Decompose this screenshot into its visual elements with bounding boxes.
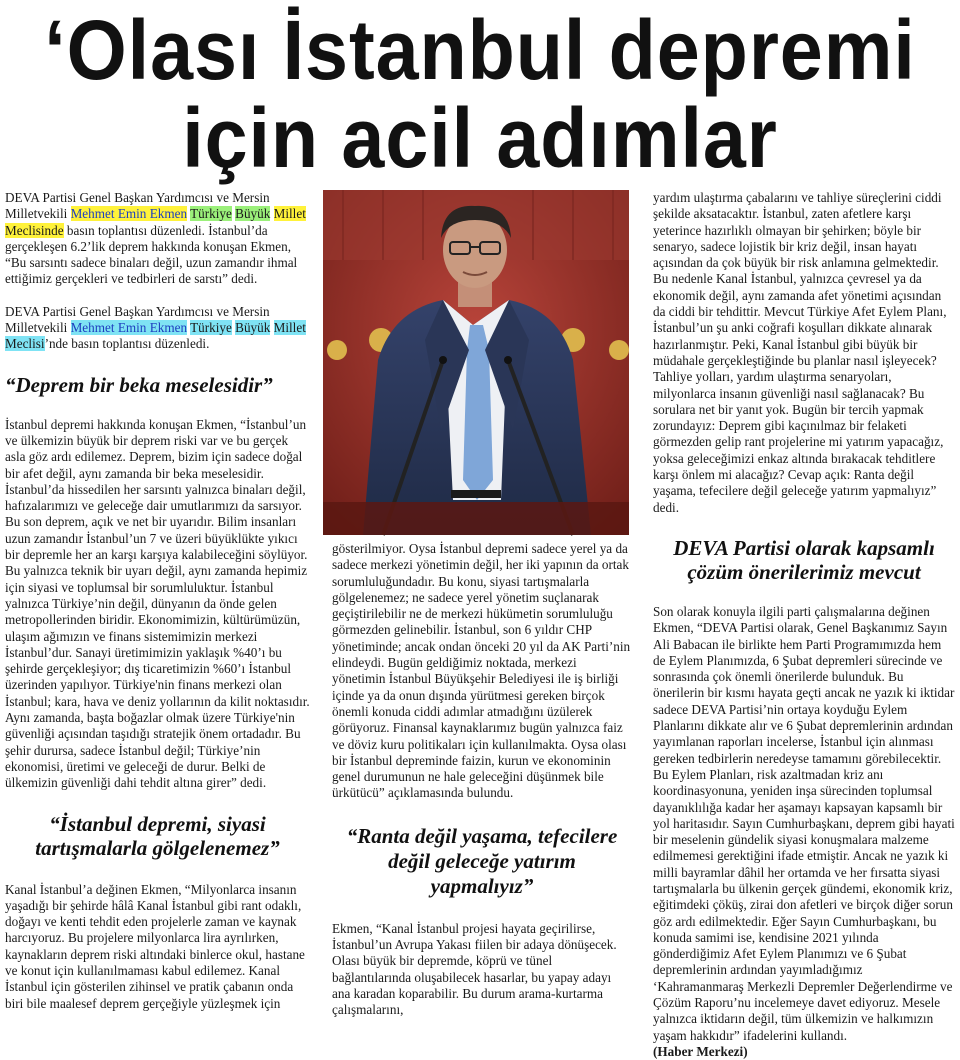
credit-line: (Haber Merkezi)	[653, 1043, 748, 1059]
subheading-deva: DEVA Partisi olarak kapsamlı çözüm önerilerimiz mevcut	[673, 535, 935, 584]
body-paragraph: Son olarak konuyla ilgili parti çalışmalarına değinen Ekmen, “DEVA Partisi olarak, Genel Başkanımız Sayın Ali Babacan ile birlikte hem Parti Programımızda hem de Eylem Planımızda, 6 Şubat depremleri sürecinde ve sonrasında çok önemli önerilerde bulunduk. Bu önerilerin bir kısmı hayata geçti ancak ne yazık ki iktidar sadece DEVA Partisi’nin ortaya koyduğu Eylem Planlarını dikkate alır ve 6 Şubat depremlerinin ardından yayımlanan raporları incelerse, İstanbul için alınması gereken tedbirlerin neredeyse tamamını görebilecektir. Bu Eylem Planları, risk azaltmadan kriz anı koordinasyonuna, yeniden inşa sürecinden toplumsal dayanıklılığa kadar her aşamayı kapsayan kapsamlı bir yol haritasıdır. Sayın Cumhurbaşkanı, deprem gibi hayati bir meselenin gündelik siyasi konuşmalara malzeme edilmemesi gerektiğini ifade etmiştir. Ancak ne yazık ki milli bayramlar dâhil her ortamda ve her fırsatta siyasi tartışmalarla bu ülkenin gerçek gündemi, ekonomik kriz, eğitimdeki çöküş, zirai don afetleri ve birçok diğer sorun göz ardı edilmektedir. Eğer Sayın Cumhurbaşkanı, bu konuda samimi ise, kendisine 2021 yılında gönderdiğimiz Afet Eylem Planımızı ve 6 Şubat depremlerinin ardından yayımladığımız ‘Kahramanmaraş Merkezli Depremler Değerlendirme ve Çözüm Raporu’nu incelemeye davet ediyoruz. Mesele yalnızca iktidarın değil, tüm ülkemizin ve halkımızın yaşam hakkıdır” ifadelerini kullandı.	[653, 603, 955, 1043]
subheading-siyasi: “İstanbul depremi, siyasi tartışmalarla gölgelenemez”	[35, 811, 280, 860]
headline-line-1: ‘Olası İstanbul depremi	[44, 3, 916, 97]
lead-paragraph-2: DEVA Partisi Genel Başkan Yardımcısı ve Mersin Milletvekili Mehmet Emin Ekmen Türkiye Büyük Millet Meclisi’nde basın toplantısı düzenledi.	[5, 303, 306, 352]
column-1	[5, 190, 310, 1012]
emblem-left	[327, 340, 347, 360]
body-paragraph: yardım ulaştırma çabalarını ve tahliye süreçlerini ciddi şekilde aksatacaktır. İstanbul, zaten afetlere karşı yeterince hazırlıklı olmayan bir şehirken; böyle bir senaryo, sadece lojistik bir kriz değil, insan hayatı açısından da çok büyük bir risk anlamına gelmektedir. Bu nedenle Kanal İstanbul, yalnızca çevresel ya da ekonomik değil, aynı zamanda afet yönetimi açısından da ciddi bir tehdittir. Mevcut Türkiye Afet Eylem Planı, İstanbul’un şu anki coğrafi koşulları dikkate alınarak hazırlanmıştır. Peki, Kanal İstanbul gibi büyük bir müdahale gerçekleştiğinde bu planlar nasıl işleyecek? Tahliye yolları, yardım ulaştırma senaryoları, milyonlarca insanın güvenliği nasıl sağlanacak? Bu sorulara net bir yanıt yok. Bugün bir tercih yapmak zorundayız: Deprem gibi kaçınılmaz bir felaketi görmezden gelip rant projelerine mi yatırım yapacağız, yoksa geleceğimizi enkaz altında bırakacak tehditlere karşı önlem mi alacağız? Cevap açık: Ranta değil yaşama, tefecilere değil geleceğe yatırım yapmalıyız” dedi.	[653, 190, 947, 515]
column-2	[332, 541, 632, 1019]
body-paragraph: Kanal İstanbul’a değinen Ekmen, “Milyonlarca insanın yaşadığı bir şehirde hâlâ Kanal İstanbul gibi rant odaklı, doğayı ve kenti tehdit eden projelerle zaman ve kaynak harcıyoruz. Bu projelere milyonlarca lira ayrılırken, kaynakların deprem riski altındaki binlerce okul, hastane ve konut için kullanılmaması kabul edilemez. Kanal İstanbul için gösterilen zihinsel ve pratik çabanın onda biri bile maalesef deprem gerçeğiyle yüzleşmek için	[5, 881, 305, 1011]
body-paragraph: gösterilmiyor. Oysa İstanbul depremi sadece yerel ya da sadece merkezi yönetimin değil, her iki yapının da ortak sorumluluğundadır. Bu konu, siyasi tartışmalarla gölgelenemez; ne sadece yerel yönetim suçlanarak geçiştirilebilir ne de merkezi hükümetin sorumluluğu görmezden gelinebilir. İstanbul, son 6 yıldır CHP yönetiminde; ancak ondan önceki 20 yıl da AK Parti’nin elindeydi. Bugün geldiğimiz noktada, merkezi yönetimin İstanbul Büyükşehir Belediyesi ile iş birliği içinde ya da onun dışında yürütmesi gereken birçok önemli konuda ciddi adımlar atmadığını üzülerek görüyoruz. Finansal kaynaklarımız bugün yalnızca faiz ve döviz kuru politikaları için kullanılmakta. Oysa olası bir İstanbul depreminde faizin, kurun ve ekonominin genel durumunun ne hale geleceğini düşünmek bile ürkütücü” açıklamasında bulundu.	[332, 541, 631, 801]
column-3	[653, 190, 955, 1060]
lead-paragraph-1: DEVA Partisi Genel Başkan Yardımcısı ve Mersin Milletvekili Mehmet Emin Ekmen Türkiye Büyük Millet Meclisinde basın toplantısı düzenledi. İstanbul’da gerçekleşen 6.2’lik deprem hakkında konuşan Ekmen, “Bu sarsıntı sadece binaları değil, uzun zamandır ihmal ettiğimiz gerçekleri ve tedbirleri de sarstı” dedi.	[5, 190, 306, 287]
subheading-beka: “Deprem bir beka meselesidir”	[5, 372, 273, 397]
speaker-photo	[323, 190, 629, 535]
subheading-ranta: “Ranta değil yaşama, tefecilere değil geleceğe yatırım yapmalıyız”	[346, 823, 618, 898]
speaker-illustration	[323, 190, 629, 535]
headline-line-2: için acil adımlar	[182, 91, 778, 185]
body-paragraph: Ekmen, “Kanal İstanbul projesi hayata geçirilirse, İstanbul’un Avrupa Yakası fiilen bir adaya dönüşecek. Olası büyük bir depremde, köprü ve tünel bağlantılarında oluşabilecek hasarlar, bu yapay adayı ana karadan koparabilir. Bu durum arama-kurtarma çalışmalarını,	[332, 920, 617, 1018]
name-highlight: Mehmet Emin Ekmen	[70, 206, 188, 222]
body-paragraph: İstanbul depremi hakkında konuşan Ekmen, “İstanbul’un ve ülkemizin büyük bir deprem riski var ve bu gerçek asla göz ardı edilemez. Deprem, bizim için sadece doğal bir afet değil, aynı zamanda bir beka meselesidir. İstanbul’da hissedilen her sarsıntı yalnızca binaları değil, hafızalarımızı ve geleceğe dair umutlarımızı da sarsıyor. Bu son deprem, açık ve net bir uyarıdır. Bilim insanları uzun zamandır İstanbul’un 7 ve üzeri büyüklükte yıkıcı bir depremle her an karşı karşıya kalabileceğini söylüyor. Bu yalnızca teknik bir uyarı değil, aynı zamanda hepimiz için siyasi ve toplumsal bir sorumluluktur. İstanbul yalnızca Türkiye’nin değil, dünyanın da önde gelen metropollerinden biridir. Ekonomimizin, kültürümüzün, ulaşım ağımızın ve finans sistemimizin merkezi İstanbul’dur. Sanayi üretimimizin yaklaşık %40’ı bu şehirde gerçekleşiyor; dış ticaretimizin %60’ı İstanbul üzerinden yapılıyor. Türkiye'nin finans merkezi olan İstanbul; kara, hava ve deniz yollarının da kilit noktasıdır. Aynı zamanda, başta boğazlar olmak üzere Türkiye'nin güvenliği açısından taşıdığı stratejik önem ortadadır. Bu şehir durursa, sadece İstanbul değil; Türkiye’nin ekonomisi, üretimi ve geleceği de durur. Belki de ülkemizin güvenliği dahi tehdit altına girer” dedi.	[5, 416, 310, 791]
headline	[38, 0, 921, 186]
podium	[323, 502, 629, 535]
emblem-right-2	[609, 340, 629, 360]
